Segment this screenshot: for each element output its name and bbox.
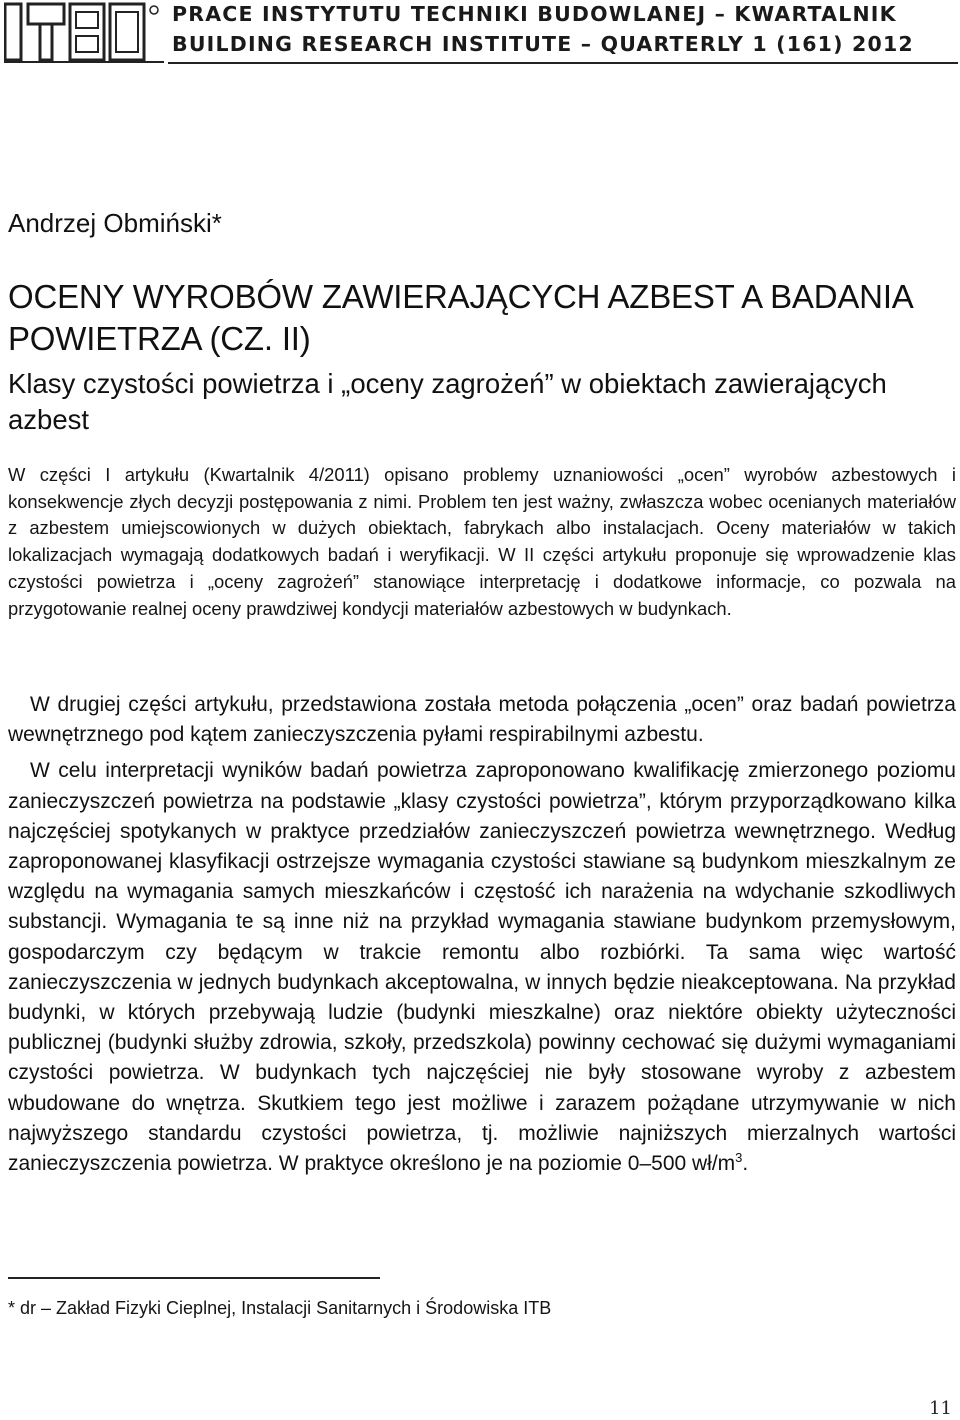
header-line-1: PRACE INSTYTUTU TECHNIKI BUDOWLANEJ – KWARTALNIK	[172, 2, 897, 26]
header-line-2: BUILDING RESEARCH INSTITUTE – QUARTERLY 1 (161) 2012	[172, 32, 914, 56]
abstract: W części I artykułu (Kwartalnik 4/2011) opisano problemy uznaniowości „ocen” wyrobów azbestowych i konsekwencje złych decyzji postępowania z nimi. Problem ten jest ważny, zwłaszcza wobec ocenianych materiałów z azbestem umiejscowionych w dużych obiektach, fabrykach albo instalacjach. Oceny materiałów w takich lokalizacjach wymagają dodatkowych badań i weryfikacji. W II części artykułu proponuje się wprowadzenie klas czystości powietrza i „oceny zagrożeń” stanowiące interpretację i dodatkowe informacje, co pozwala na przygotowanie realnej oceny prawdziwej kondycji materiałów azbestowych w budynkach.	[8, 464, 956, 619]
article-body	[8, 690, 956, 1179]
paragraph-2-text: W celu interpretacji wyników badań powietrza zaproponowano kwalifikację zmierzonego poziomu zanieczyszczeń powietrza na podstawie „klasy czystości powietrza”, którym przyporządkowano kilka najczęściej spotykanych w praktyce przedziałów zanieczyszczeń powietrza wewnętrznego. Według zaproponowanej klasyfikacji ostrzejsze wymagania czystości stawiane są budynkom mieszkalnym ze względu na wymagania samych mieszkańców i częstość ich narażenia na wdychanie szkodliwych substancji. Wymagania te są inne niż na przykład wymagania stawiane budynkom przemysłowym, gospodarczym czy będącym w trakcie remontu albo rozbiórki. Ta sama więc wartość zanieczyszczenia w jednych budynkach akceptowalna, w innych będzie nieakceptowana. Na przykład budynki, w których przebywają ludzie (budynki mieszkalne) oraz niektóre obiekty użyteczności publicznej (budynki służby zdrowia, szkoły, przedszkola) powinny cechować się dużymi wymaganiami czystości powietrza. W budynkach tych najczęściej nie były stosowane wyroby z azbestem wbudowane do wnętrza. Skutkiem tego jest możliwe i zarazem pożądane utrzymywanie w nich najwyższego standardu czystości powietrza, tj. możliwie najniższych mierzalnych wartości zanieczyszczenia powietrza. W praktyce określono je na poziomie 0–500 wł/m	[8, 759, 956, 1176]
article-subtitle: Klasy czystości powietrza i „oceny zagrożeń” w obiektach zawierających azbest	[8, 368, 887, 435]
journal-header	[4, 2, 956, 64]
page-number: 11	[929, 1398, 952, 1419]
body-paragraph-1: W drugiej części artykułu, przedstawiona została metoda połączenia „ocen” oraz badań powietrza wewnętrznego pod kątem zanieczyszczenia pyłami respirabilnymi azbestu.	[8, 693, 956, 747]
itb-logo-icon	[4, 2, 164, 64]
author-name: Andrzej Obmiński*	[8, 208, 222, 238]
superscript-exponent: 3	[735, 1150, 743, 1166]
author-footnote: * dr – Zakład Fizyki Cieplnej, Instalacji Sanitarnych i Środowiska ITB	[8, 1298, 552, 1318]
paragraph-2-end: .	[742, 1152, 749, 1176]
article-title: OCENY WYROBÓW ZAWIERAJĄCYCH AZBEST A BADANIA POWIETRZA (CZ. II)	[8, 278, 912, 357]
body-paragraph-2	[8, 756, 956, 1179]
header-divider	[168, 62, 958, 64]
footnote-divider	[8, 1277, 380, 1279]
